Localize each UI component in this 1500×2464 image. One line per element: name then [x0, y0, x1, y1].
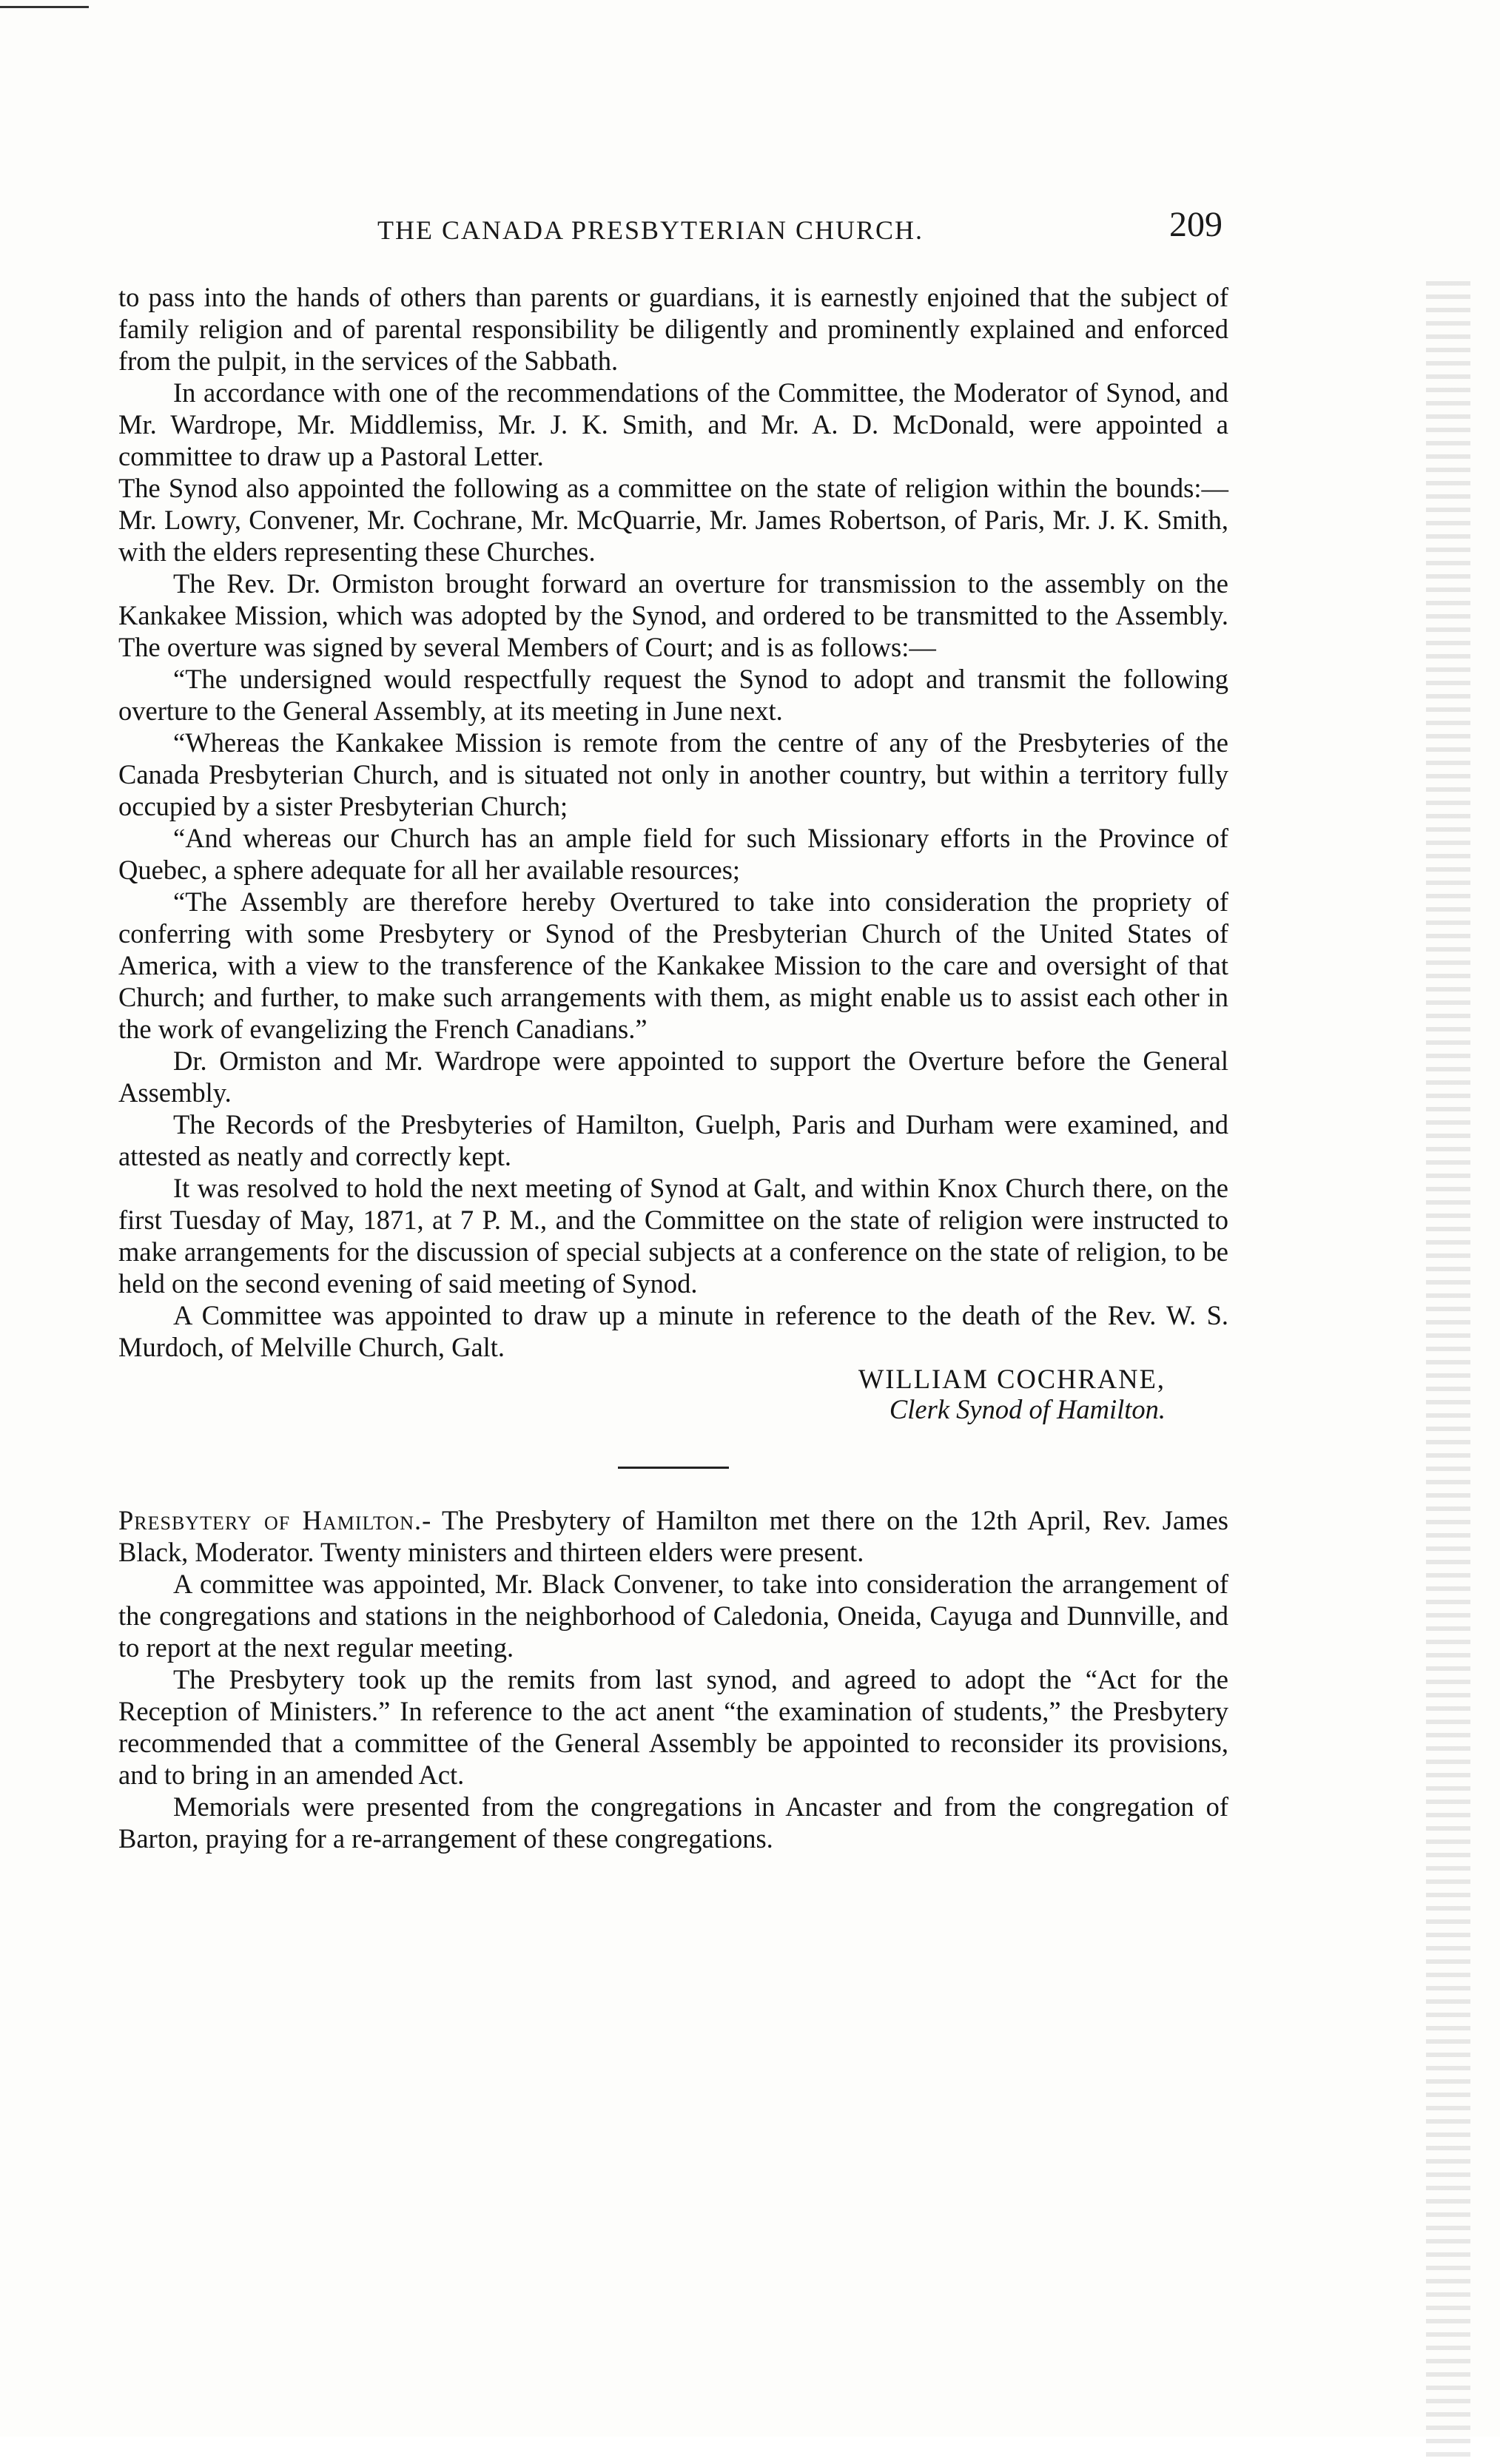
- signature-name: WILLIAM COCHRANE,: [858, 1364, 1166, 1394]
- paragraph: Dr. Ormiston and Mr. Wardrope were appointed to support the Overture before the General Assembly.: [118, 1046, 1228, 1108]
- paragraph: “The undersigned would respectfully request the Synod to adopt and transmit the following overture to the General Assembly, at its meeting in June next.: [118, 664, 1228, 726]
- paragraph: The Records of the Presbyteries of Hamilton, Guelph, Paris and Durham were examined, and attested as neatly and correctly kept.: [118, 1109, 1228, 1171]
- page-number: 209: [1169, 205, 1222, 244]
- paragraph: In accordance with one of the recommendations of the Committee, the Moderator of Synod, and Mr. Wardrope, Mr. Middlemiss, Mr. J. K. Smith, and Mr. A. D. McDonald, were appointed a committee to draw up a Pastoral Letter.: [118, 377, 1228, 471]
- scanned-page-edge: [1426, 281, 1470, 2464]
- section-divider: [618, 1467, 729, 1469]
- presbytery-opening: - The Presbytery of Hamilton met there on the 12th April, Rev. James Black, Moderator. Twenty ministers and thirteen elders were present.: [118, 1505, 1228, 1567]
- top-edge-mark: [0, 6, 89, 8]
- paragraph: to pass into the hands of others than parents or guardians, it is earnestly enjoined that the subject of family religion and of parental responsibility be diligently and prominently explained and enforced from the pulpit, in the services of the Sabbath.: [118, 282, 1228, 376]
- paragraph: The Presbytery took up the remits from last synod, and agreed to adopt the “Act for the Reception of Ministers.” In reference to the act anent “the examination of students,” the Presbytery recommended that a committee of the General Assembly be appointed to reconsider its provisions, and to bring in an amended Act.: [118, 1664, 1228, 1790]
- paragraph: The Synod also appointed the following as a committee on the state of religion within the bounds:—Mr. Lowry, Convener, Mr. Cochrane, Mr. McQuarrie, Mr. James Robertson, of Paris, Mr. J. K. Smith, with the elders representing these Churches.: [118, 473, 1228, 567]
- signature-title: Clerk Synod of Hamilton.: [889, 1394, 1166, 1424]
- running-title: THE CANADA PRESBYTERIAN CHURCH.: [377, 215, 924, 245]
- paragraph: “Whereas the Kankakee Mission is remote from the centre of any of the Presbyteries of the Canada Presbyterian Church, and is situated not only in another country, but within a territory fully occupied by a sister Presbyterian Church;: [118, 727, 1228, 821]
- paragraph: “The Assembly are therefore hereby Overtured to take into consideration the propriety of conferring with some Presbytery or Synod of the Presbyterian Church of the United States of America, with a view to the transference of the Kankakee Mission to the care and oversight of that Church; and further, to make such arrangements with them, as might enable us to assist each other in the work of evangelizing the French Canadians.”: [118, 886, 1228, 1044]
- section-heading: Presbytery of Hamilton.: [118, 1505, 423, 1535]
- paragraph: “And whereas our Church has an ample field for such Missionary efforts in the Province of Quebec, a sphere adequate for all her available resources;: [118, 823, 1228, 885]
- presbytery-opening-paragraph: [118, 1504, 1228, 1568]
- paragraph: A committee was appointed, Mr. Black Convener, to take into consideration the arrangement of the congregations and stations in the neighborhood of Caledonia, Oneida, Cayuga and Dunnville, and to report at the next regular meeting.: [118, 1569, 1228, 1663]
- page-header: [118, 204, 1228, 256]
- signature-block: [118, 1363, 1228, 1425]
- paragraph: It was resolved to hold the next meeting of Synod at Galt, and within Knox Church there, on the first Tuesday of May, 1871, at 7 P. M., and the Committee on the state of religion were instructed to make arrangements for the discussion of special subjects at a conference on the state of religion, to be held on the second evening of said meeting of Synod.: [118, 1173, 1228, 1299]
- paragraph: Memorials were presented from the congregations in Ancaster and from the congregation of Barton, praying for a re-arrangement of these congregations.: [118, 1791, 1228, 1854]
- paragraph: The Rev. Dr. Ormiston brought forward an overture for transmission to the assembly on the Kankakee Mission, which was adopted by the Synod, and ordered to be transmitted to the Assembly. The overture was signed by several Members of Court; and is as follows:—: [118, 568, 1228, 662]
- page-body: [118, 281, 1228, 1854]
- paragraph: A Committee was appointed to draw up a minute in reference to the death of the Rev. W. S. Murdoch, of Melville Church, Galt.: [118, 1300, 1228, 1362]
